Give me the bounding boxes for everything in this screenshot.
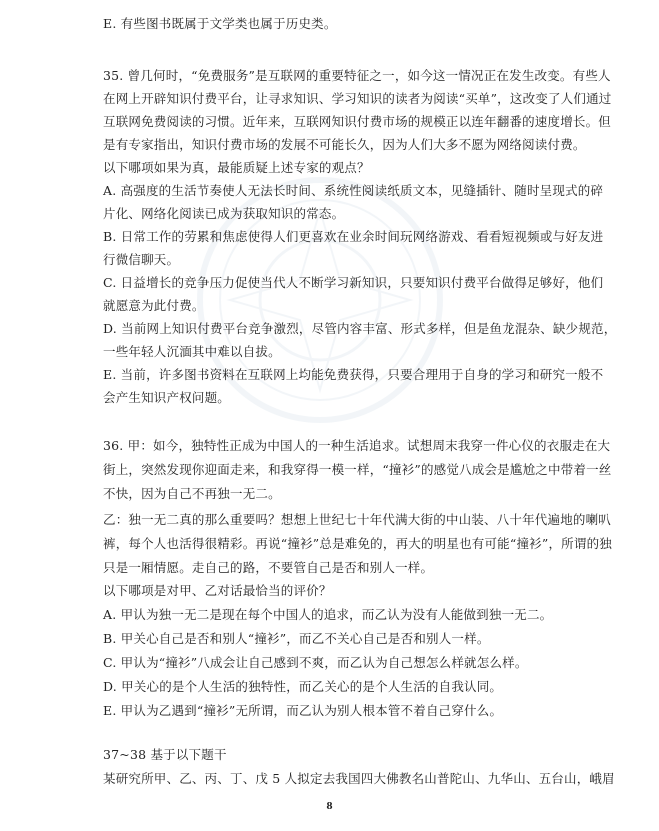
q36-jia-line-1: 36. 甲：如今，独特性正成为中国人的一种生活追求。试想周末我穿一件心仪的衣服走在大 [103, 438, 611, 453]
q35-stem-line-3: 互联网免费阅读的习惯。近年来，互联网知识付费市场的规模正以连年翻番的速度增长。但 [103, 114, 612, 129]
q35-option-c-line-2: 就愿意为此付费。 [103, 298, 205, 313]
q35-stem-line-1: 35. 曾几何时，“免费服务”是互联网的重要特征之一，如今这一情况正在发生改变。有些人 [103, 68, 611, 83]
q35-question: 以下哪项如果为真，最能质疑上述专家的观点？ [103, 160, 370, 175]
q35-stem-line-4: 是有专家指出，知识付费市场的发展不可能长久，因为人们大多不愿为网络阅读付费。 [103, 137, 586, 152]
q36-option-d: D. 甲关心的是个人生活的独特性，而乙关心的是个人生活的自我认同。 [103, 679, 503, 694]
q35-option-a-line-2: 片化、网络化阅读已成为获取知识的常态。 [103, 206, 345, 221]
q35-option-c-line-1: C. 日益增长的竞争压力促使当代人不断学习新知识，只要知识付费平台做得足够好，他们 [103, 275, 604, 290]
q35-option-d-line-2: 一些年轻人沉湎其中难以自拔。 [103, 344, 281, 359]
q36-question: 以下哪项是对甲、乙对话最恰当的评价？ [103, 583, 332, 598]
q35-option-e-line-1: E. 当前，许多图书资料在互联网上均能免费获得，只要合理用于自身的学习和研究一般不 [103, 367, 604, 382]
q35-option-b-line-2: 行微信聊天。 [103, 252, 180, 267]
q35-stem-line-2: 在网上开辟知识付费平台，让寻求知识、学习知识的读者为阅读“买单”，这改变了人们通过 [103, 91, 612, 106]
q36-jia-line-3: 不快，因为自己不再独一无二。 [103, 486, 281, 501]
q35-option-a-line-1: A. 高强度的生活节奏使人无法长时间、系统性阅读纸质文本，见缝插针、随时呈现式的碎 [103, 183, 604, 198]
q36-option-c: C. 甲认为“撞衫”八成会让自己感到不爽，而乙认为自己想怎么样就怎么样。 [103, 655, 528, 670]
q37-38-first-line: 某研究所甲、乙、丙、丁、戊 5 人拟定去我国四大佛教名山普陀山、九华山、五台山，峨眉 [103, 771, 615, 786]
q36-option-a: A. 甲认为独一无二是现在每个中国人的追求，而乙认为没有人能做到独一无二。 [103, 607, 553, 622]
q36-option-e: E. 甲认为乙遇到“撞衫”无所谓，而乙认为别人根本管不着自己穿什么。 [103, 703, 503, 718]
q35-option-b-line-1: B. 日常工作的劳累和焦虑使得人们更喜欢在业余时间玩网络游戏、看看短视频或与好友进 [103, 229, 604, 244]
q35-option-d-line-1: D. 当前网上知识付费平台竞争激烈，尽管内容丰富、形式多样，但是鱼龙混杂、缺少规范， [103, 321, 617, 336]
q37-38-heading: 37~38 基于以下题干 [103, 747, 227, 762]
q34-option-e: E. 有些图书既属于文学类也属于历史类。 [103, 16, 337, 31]
page-number: 8 [326, 802, 333, 812]
q35-option-e-line-2: 会产生知识产权问题。 [103, 390, 231, 405]
q36-yi-line-3: 只是一厢情愿。走自己的路，不要管自己是否和别人一样。 [103, 560, 434, 575]
q36-yi-line-1: 乙：独一无二真的那么重要吗？想想上世纪七十年代满大街的中山装、八十年代遍地的喇叭 [103, 512, 612, 527]
q36-yi-line-2: 裤，每个人也活得很精彩。再说“撞衫”总是难免的，再大的明星也有可能“撞衫”，所谓的独 [103, 536, 612, 551]
q36-option-b: B. 甲关心自己是否和别人“撞衫”，而乙不关心自己是否和别人一样。 [103, 631, 490, 646]
q36-jia-line-2: 街上，突然发现你迎面走来，和我穿得一模一样，“撞衫”的感觉八成会是尴尬之中带着一丝 [103, 462, 612, 477]
